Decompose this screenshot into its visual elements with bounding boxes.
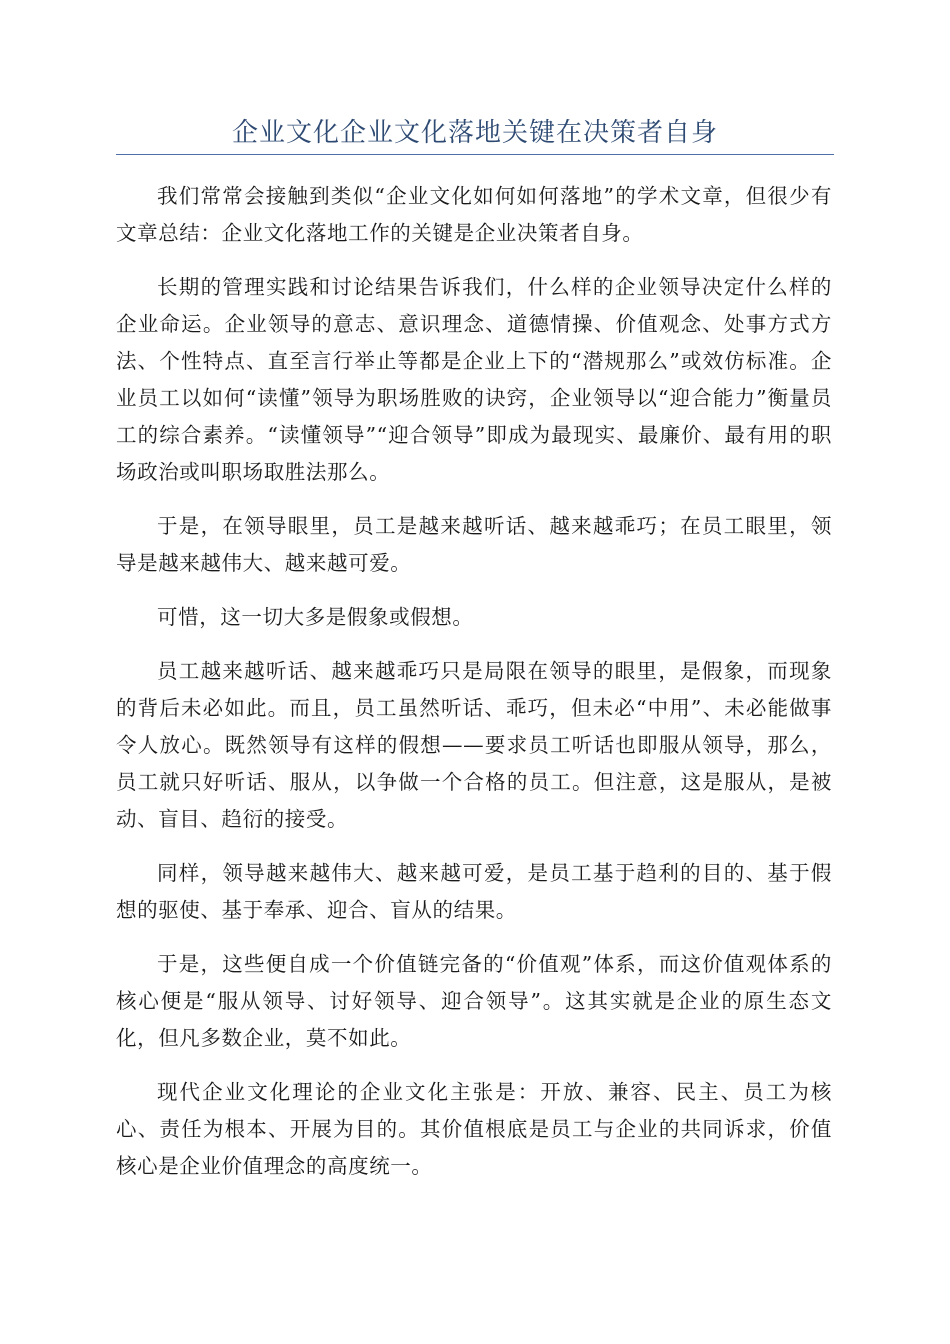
paragraph: 可惜，这一切大多是假象或假想。: [157, 605, 474, 629]
paragraph: 于是，这些便自成一个价值链完备的“价值观”体系，而这价值观体系的核心便是“服从领导、讨好领导、迎合领导”。这其实就是企业的原生态文化，但凡多数企业，莫不如此。: [116, 952, 832, 1050]
paragraph: 我们常常会接触到类似“企业文化如何如何落地”的学术文章，但很少有文章总结：企业文化落地工作的关键是企业决策者自身。: [116, 184, 832, 245]
page-title: 企业文化企业文化落地关键在决策者自身: [231, 118, 718, 148]
title-underline: [116, 154, 834, 155]
document-body: [116, 178, 832, 1202]
paragraph: 现代企业文化理论的企业文化主张是：开放、兼容、民主、员工为核心、责任为根本、开展为目的。其价值根底是员工与企业的共同诉求，价值核心是企业价值理念的高度统一。: [116, 1080, 832, 1178]
paragraph: 同样，领导越来越伟大、越来越可爱，是员工基于趋利的目的、基于假想的驱使、基于奉承、迎合、盲从的结果。: [116, 861, 832, 922]
paragraph: 长期的管理实践和讨论结果告诉我们，什么样的企业领导决定什么样的企业命运。企业领导的意志、意识理念、道德情操、价值观念、处事方式方法、个性特点、直至言行举止等都是企业上下的“潜规那么”或效仿标准。企业员工以如何“读懂”领导为职场胜败的诀窍，企业领导以“迎合能力”衡量员工的综合素养。“读懂领导”“迎合领导”即成为最现实、最廉价、最有用的职场政治或叫职场取胜法那么。: [116, 275, 832, 484]
paragraph: 于是，在领导眼里，员工是越来越听话、越来越乖巧；在员工眼里，领导是越来越伟大、越来越可爱。: [116, 514, 832, 575]
paragraph: 员工越来越听话、越来越乖巧只是局限在领导的眼里，是假象，而现象的背后未必如此。而且，员工虽然听话、乖巧，但未必“中用”、未必能做事令人放心。既然领导有这样的假想——要求员工听话也即服从领导，那么，员工就只好听话、服从，以争做一个合格的员工。但注意，这是服从，是被动、盲目、趋衍的接受。: [116, 659, 832, 831]
